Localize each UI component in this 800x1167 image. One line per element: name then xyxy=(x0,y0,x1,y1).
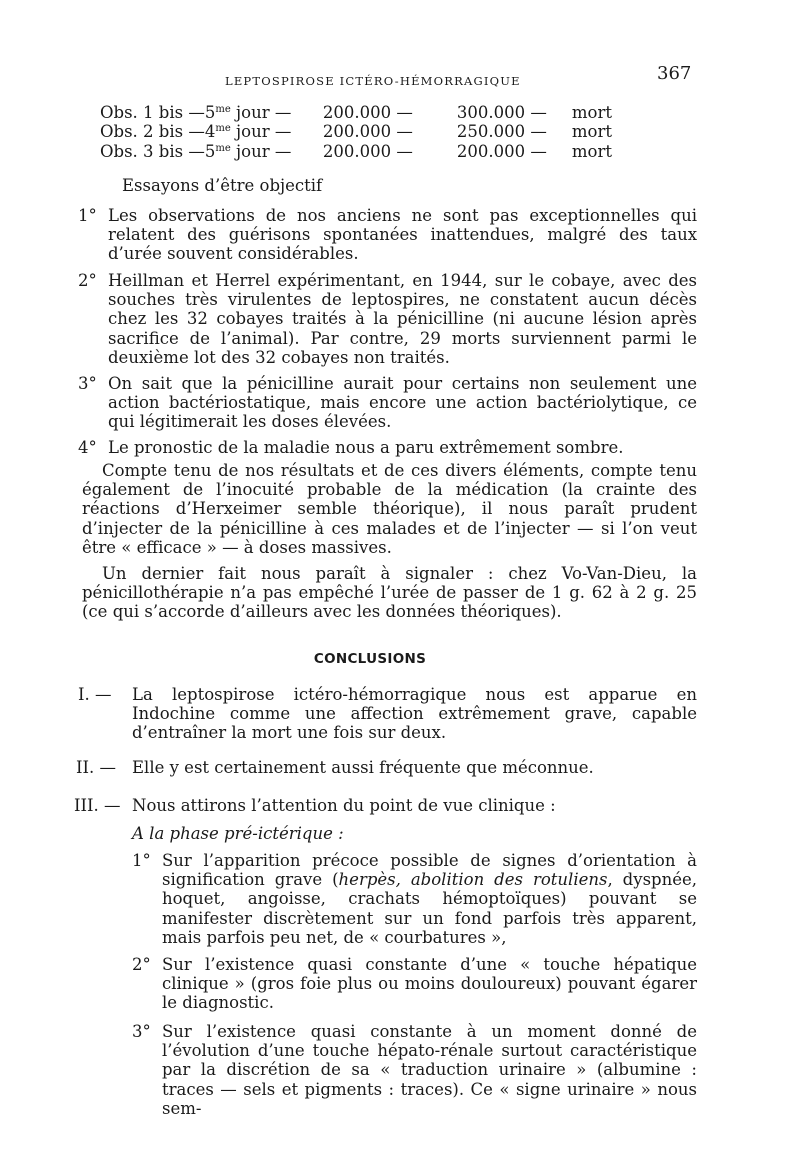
objective-point-number: 4° xyxy=(78,438,97,457)
conclusion-number: I. — xyxy=(78,685,112,704)
obs-label: Obs. 2 bis — xyxy=(100,122,205,142)
objective-point-text: Les observations de nos anciens ne sont pas exceptionnelles qui relatent des guérisons spontanées inattendues, malgré des taux d’urée souvent considérables. xyxy=(108,206,697,264)
phase-title: A la phase pré-ictérique : xyxy=(132,824,344,843)
phase-point-number: 3° xyxy=(132,1022,151,1041)
observation-row xyxy=(100,122,612,141)
objective-point-text: On sait que la pénicilline aurait pour certains non seulement une action bactériostatique, mais encore une action bactériolytique, ce qui légitimerait les doses élevées. xyxy=(108,374,697,432)
objective-last-fact: Un dernier fait nous paraît à signaler : chez Vo-Van-Dieu, la pénicillothérapie n’a pas empêché l’urée de passer de 1 g. 62 à 2 g. 25 (ce qui s’accorde d’ailleurs avec les données théoriques). xyxy=(82,564,697,622)
phase-point-text xyxy=(162,851,697,947)
phase-point-text-part: Sur l’apparition précoce possible de signes d’orientation à signification grave ( xyxy=(162,851,697,890)
observation-row xyxy=(100,103,612,122)
observations-table xyxy=(100,103,612,161)
running-title: LEPTOSPIROSE ICTÉRO-HÉMORRAGIQUE xyxy=(225,74,521,88)
conclusion-number: III. — xyxy=(74,796,121,815)
phase-point-number: 1° xyxy=(132,851,151,870)
objective-point-text: Heillman et Herrel expérimentant, en 1944, sur le cobaye, avec des souches très virulentes de leptospires, ne constatent aucun décès chez les 32 cobayes traités à la pénicilline (ni aucune lésion après sacrifice de l’animal). Par contre, 29 morts surviennent parmi le deuxième lot des 32 cobayes non traités. xyxy=(108,271,697,367)
obs-day: $5^{me}$ jour — xyxy=(204,103,292,123)
objective-summary: Compte tenu de nos résultats et de ces divers éléments, compte tenu également de l’inocuité probable de la médication (la crainte des réactions d’Herxeimer semble théorique), il nous paraît prudent d’injecter de la pénicilline à ces malades et de l’injecter — si l’on veut être « efficace » — à doses massives. xyxy=(82,461,697,557)
obs-label: Obs. 1 bis — xyxy=(100,103,205,123)
obs-value-2: 200.000 — xyxy=(456,141,547,161)
objective-point-text: Le pronostic de la maladie nous a paru extrêmement sombre. xyxy=(108,438,624,457)
observation-row xyxy=(100,142,612,161)
page-number: 367 xyxy=(657,63,692,84)
phase-point-text-part: , dyspnée, hoquet, angoisse, crachats hémoptoïques) pouvant se manifester discrètement sur un fond parfois très apparent, mais parfois peu net, de « courbatures », xyxy=(162,870,697,947)
obs-label: Obs. 3 bis — xyxy=(100,141,205,161)
objective-intro: Essayons d’être objectif xyxy=(122,176,323,195)
objective-point-number: 1° xyxy=(78,206,97,225)
obs-value-1: 200.000 — xyxy=(322,122,413,142)
obs-value-2: 300.000 — xyxy=(456,103,547,123)
conclusions-heading: CONCLUSIONS xyxy=(313,651,427,667)
phase-point-text: Sur l’existence quasi constante à un moment donné de l’évolution d’une touche hépato-rénale surtout caractéristique par la discrétion de sa « traduction urinaire » (albumine : traces — sels et pigments : traces). Ce « signe urinaire » nous sem- xyxy=(162,1022,697,1118)
obs-day: $4^{me}$ jour — xyxy=(204,122,292,142)
phase-point-italic: herpès, abolition des rotuliens xyxy=(338,870,608,890)
conclusion-text: La leptospirose ictéro-hémorragique nous est apparue en Indochine comme une affection extrêmement grave, capable d’entraîner la mort une fois sur deux. xyxy=(132,685,697,743)
conclusion-number: II. — xyxy=(76,758,117,777)
obs-outcome: mort xyxy=(571,122,612,142)
objective-point-number: 2° xyxy=(78,271,97,290)
conclusion-text: Nous attirons l’attention du point de vue clinique : xyxy=(132,796,556,815)
phase-point-text: Sur l’existence quasi constante d’une « touche hépatique clinique » (gros foie plus ou moins douloureux) pouvant égarer le diagnostic. xyxy=(162,955,697,1013)
obs-outcome: mort xyxy=(571,103,612,123)
conclusion-text: Elle y est certainement aussi fréquente que méconnue. xyxy=(132,758,594,777)
obs-value-2: 250.000 — xyxy=(456,122,547,142)
phase-point-number: 2° xyxy=(132,955,151,974)
obs-day: $5^{me}$ jour — xyxy=(204,141,292,161)
obs-value-1: 200.000 — xyxy=(322,103,413,123)
obs-outcome: mort xyxy=(571,141,612,161)
objective-point-number: 3° xyxy=(78,374,97,393)
obs-value-1: 200.000 — xyxy=(322,141,413,161)
